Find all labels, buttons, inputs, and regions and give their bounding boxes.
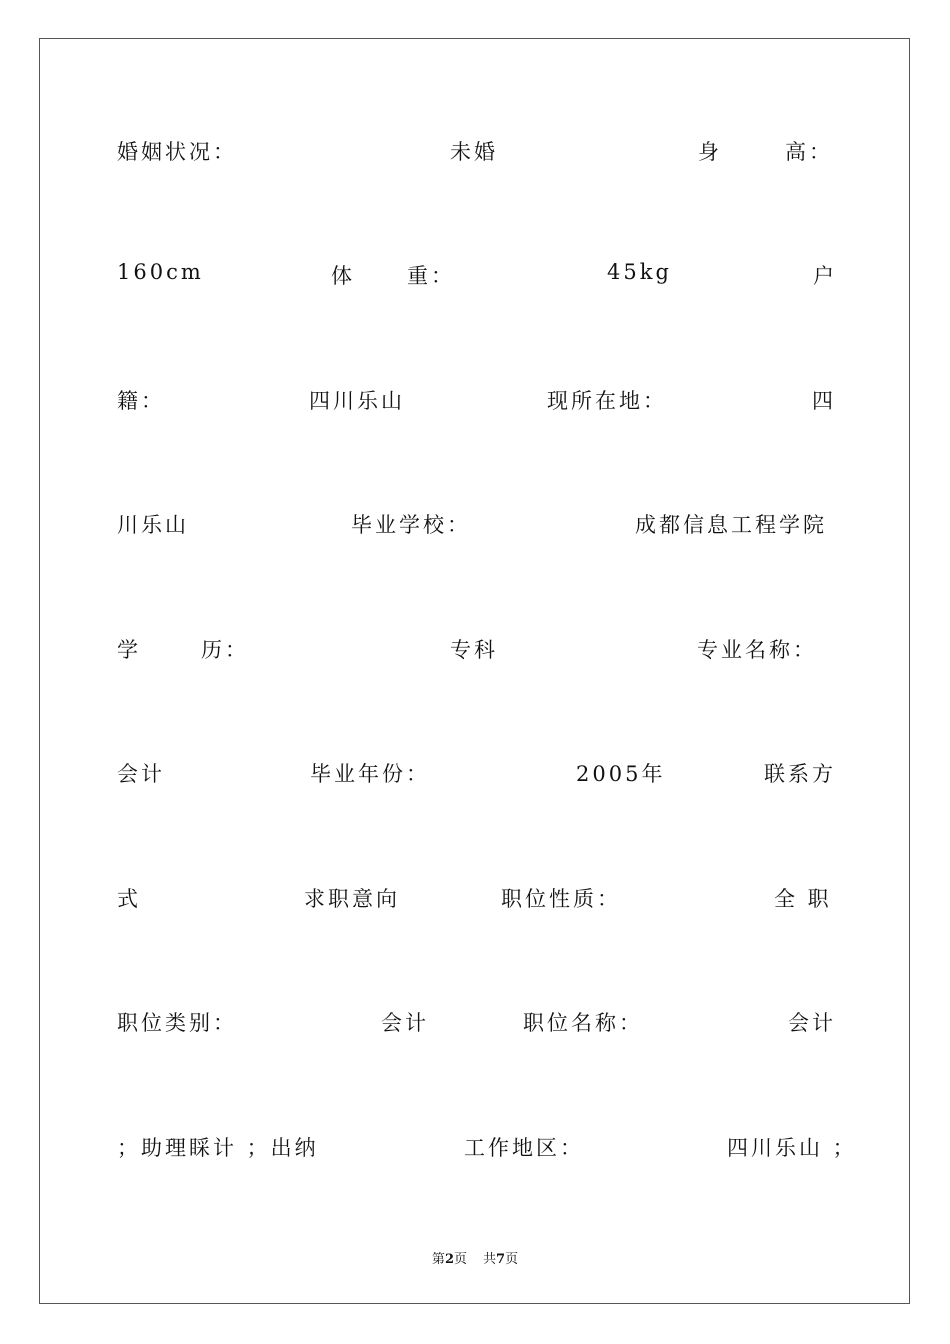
education-label-part2: 历： <box>201 638 249 662</box>
height-value: 160cm <box>117 260 204 284</box>
text-line-8 <box>117 1007 836 1037</box>
job-nature-label: 职位性质： <box>501 887 621 911</box>
weight-label-part1: 体 <box>331 264 355 288</box>
work-area-label: 工作地区： <box>464 1136 584 1160</box>
height-label-part1: 身 <box>698 140 722 164</box>
footer-total-unit: 页 <box>505 1252 519 1267</box>
school-value: 成都信息工程学院 <box>635 513 827 537</box>
school-label: 毕业学校： <box>351 513 471 537</box>
current-location-value-part1: 四 <box>812 389 836 413</box>
job-nature-value: 全 职 <box>774 887 832 911</box>
page-border <box>39 38 910 1304</box>
total-page-number: 7 <box>496 1252 506 1267</box>
footer-page-unit: 页 <box>453 1252 467 1267</box>
job-category-value: 会计 <box>381 1011 429 1035</box>
text-line-2 <box>117 260 837 290</box>
current-page-number: 2 <box>444 1252 454 1267</box>
job-title-value-continued: ；助理睬计 ；出纳 <box>117 1136 319 1160</box>
height-label-part2: 高： <box>785 140 833 164</box>
major-value: 会计 <box>117 762 165 786</box>
weight-label-part2: 重： <box>407 264 455 288</box>
graduation-year-label: 毕业年份： <box>310 762 430 786</box>
text-line-9 <box>117 1132 857 1162</box>
text-line-6 <box>117 758 836 788</box>
text-line-7 <box>117 883 833 913</box>
marital-status-label: 婚姻状况： <box>117 140 237 164</box>
marital-status-value: 未婚 <box>450 140 498 164</box>
contact-label-part2: 式 <box>117 887 141 911</box>
graduation-year-value: 2005年 <box>576 762 666 786</box>
education-label-part1: 学 <box>117 638 141 662</box>
job-title-label: 职位名称： <box>523 1011 643 1035</box>
job-category-label: 职位类别： <box>117 1011 237 1035</box>
hukou-label-part1: 户 <box>813 264 837 288</box>
hukou-value: 四川乐山 <box>309 389 405 413</box>
current-location-label: 现所在地： <box>547 389 667 413</box>
job-intention-heading: 求职意向 <box>304 887 400 911</box>
weight-value: 45kg <box>607 260 672 284</box>
work-area-value: 四川乐山 ； <box>727 1136 857 1160</box>
contact-label-part1: 联系方 <box>764 762 836 786</box>
text-line-5 <box>117 634 833 664</box>
education-value: 专科 <box>450 638 498 662</box>
text-line-4 <box>117 509 833 539</box>
major-label: 专业名称： <box>697 638 817 662</box>
current-location-value-part2: 川乐山 <box>117 513 189 537</box>
text-line-3 <box>117 385 836 415</box>
hukou-label-part2: 籍： <box>117 389 165 413</box>
page-footer <box>0 1248 950 1267</box>
job-title-value: 会计 <box>788 1011 836 1035</box>
footer-total-prefix: 共 <box>483 1252 497 1267</box>
footer-prefix: 第 <box>431 1252 445 1267</box>
text-line-1 <box>117 136 833 166</box>
